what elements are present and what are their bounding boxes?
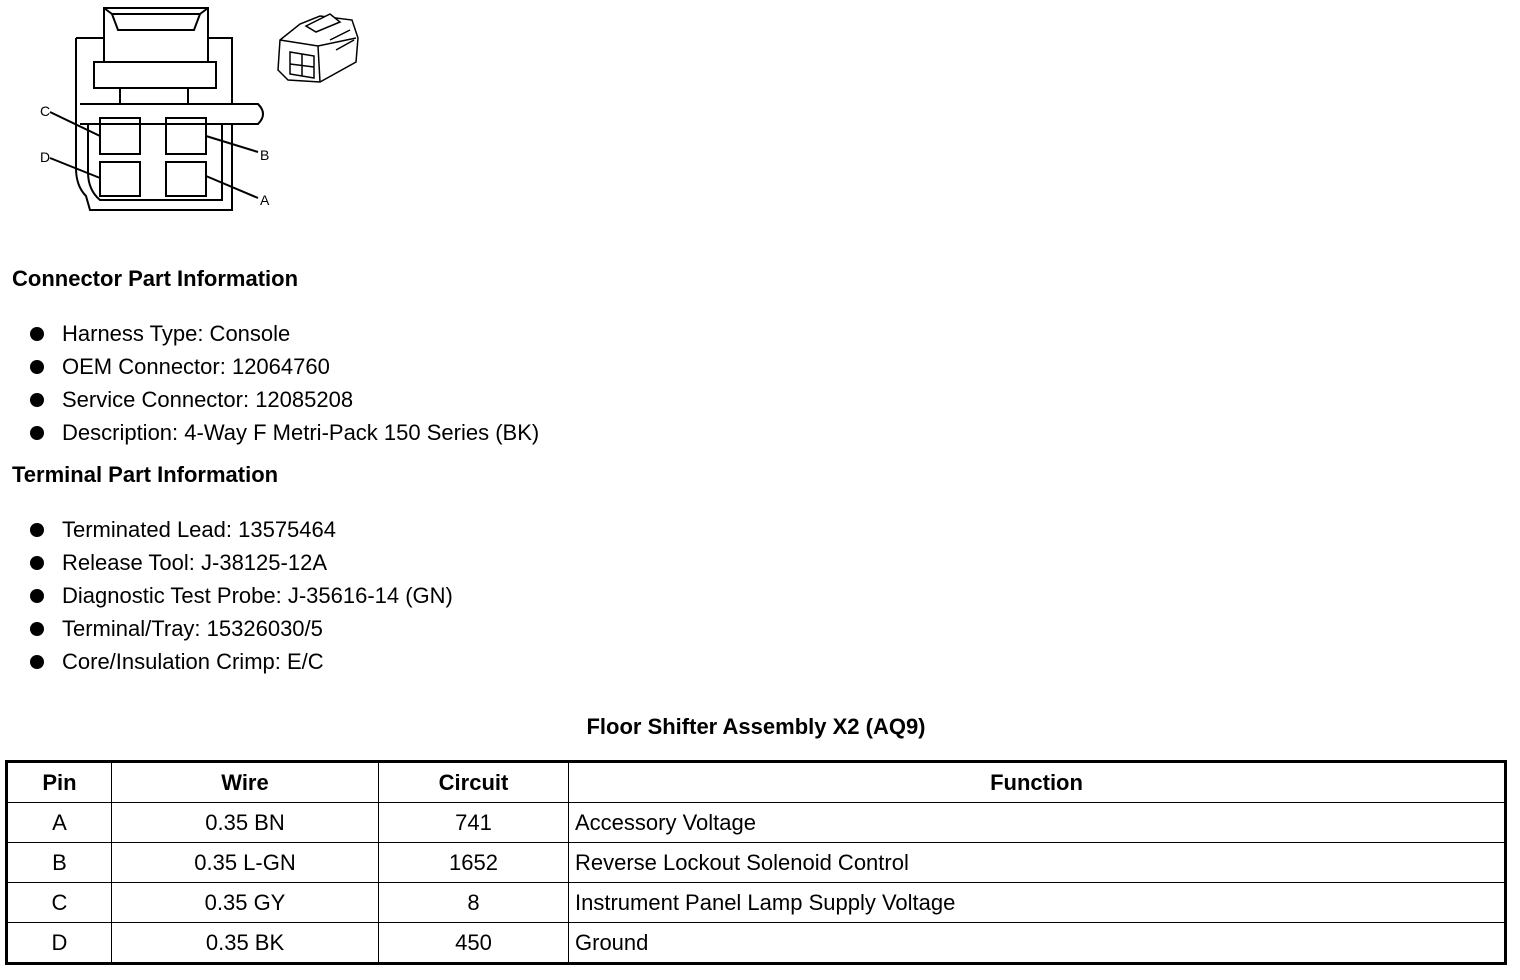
- terminal-part-info-title: Terminal Part Information: [12, 462, 279, 487]
- cell-wire: 0.35 BN: [112, 803, 379, 843]
- bullet-icon: [30, 655, 44, 669]
- list-item: Terminal/Tray: 15326030/5: [28, 612, 453, 645]
- bullet-icon: [30, 523, 44, 537]
- list-item: Harness Type: Console: [28, 317, 539, 350]
- bullet-icon: [30, 426, 44, 440]
- cell-pin: A: [7, 803, 112, 843]
- cell-function: Accessory Voltage: [569, 803, 1506, 843]
- list-item: Diagnostic Test Probe: J-35616-14 (GN): [28, 579, 453, 612]
- connector-part-info-list: [28, 317, 539, 449]
- list-item: Core/Insulation Crimp: E/C: [28, 645, 453, 678]
- cell-function: Instrument Panel Lamp Supply Voltage: [569, 883, 1506, 923]
- pinout-table: [5, 760, 1507, 965]
- table-title: Floor Shifter Assembly X2 (AQ9): [586, 714, 926, 739]
- table-row: [7, 923, 1506, 964]
- bullet-icon: [30, 327, 44, 341]
- header-pin: Pin: [7, 762, 112, 803]
- bullet-icon: [30, 556, 44, 570]
- list-item: OEM Connector: 12064760: [28, 350, 539, 383]
- list-item: Release Tool: J-38125-12A: [28, 546, 453, 579]
- cell-wire: 0.35 GY: [112, 883, 379, 923]
- bullet-icon: [30, 589, 44, 603]
- table-header-row: [7, 762, 1506, 803]
- cell-wire: 0.35 L-GN: [112, 843, 379, 883]
- table-row: [7, 803, 1506, 843]
- cell-pin: C: [7, 883, 112, 923]
- cell-pin: B: [7, 843, 112, 883]
- connector-face-drawing: [50, 8, 263, 210]
- pin-label-a: A: [260, 192, 270, 208]
- connector-diagram: [0, 0, 380, 220]
- cell-circuit: 1652: [379, 843, 569, 883]
- cell-pin: D: [7, 923, 112, 964]
- bullet-icon: [30, 622, 44, 636]
- list-item: Terminated Lead: 13575464: [28, 513, 453, 546]
- cell-function: Reverse Lockout Solenoid Control: [569, 843, 1506, 883]
- cell-circuit: 450: [379, 923, 569, 964]
- header-circuit: Circuit: [379, 762, 569, 803]
- cell-function: Ground: [569, 923, 1506, 964]
- list-item: Description: 4-Way F Metri-Pack 150 Series (BK): [28, 416, 539, 449]
- cell-circuit: 741: [379, 803, 569, 843]
- pin-label-d: D: [40, 149, 51, 165]
- cell-wire: 0.35 BK: [112, 923, 379, 964]
- terminal-part-info-list: [28, 513, 453, 678]
- connector-3d-icon: [278, 14, 358, 82]
- header-wire: Wire: [112, 762, 379, 803]
- cell-circuit: 8: [379, 883, 569, 923]
- pin-label-c: C: [40, 103, 51, 119]
- list-item: Service Connector: 12085208: [28, 383, 539, 416]
- table-row: [7, 883, 1506, 923]
- bullet-icon: [30, 360, 44, 374]
- connector-part-info-title: Connector Part Information: [12, 266, 299, 291]
- table-row: [7, 843, 1506, 883]
- header-function: Function: [569, 762, 1506, 803]
- bullet-icon: [30, 393, 44, 407]
- pin-label-b: B: [260, 147, 270, 163]
